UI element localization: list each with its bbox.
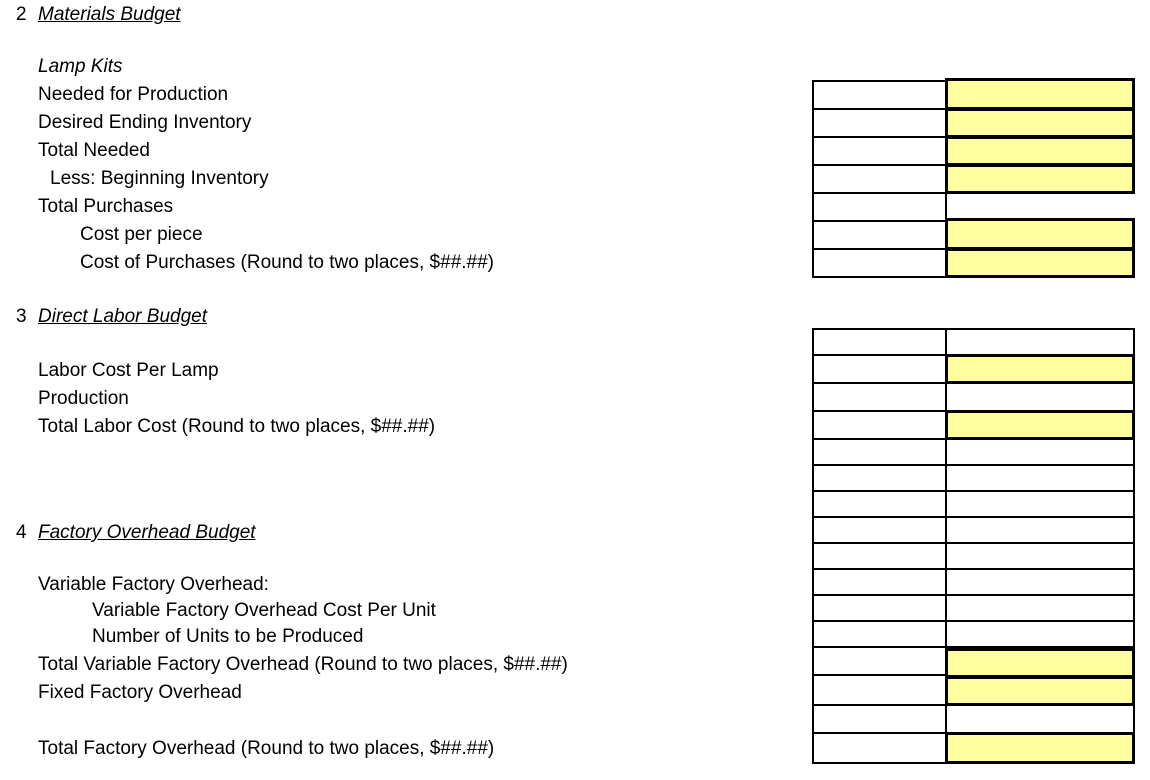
row-label: Labor Cost Per Lamp bbox=[38, 360, 219, 381]
needed-for-production-input[interactable] bbox=[945, 78, 1135, 110]
grid-cell bbox=[812, 410, 947, 440]
grid-cell bbox=[812, 464, 947, 492]
row-label: Desired Ending Inventory bbox=[38, 112, 252, 133]
grid-cell bbox=[812, 192, 947, 222]
subheading: Variable Factory Overhead: bbox=[38, 574, 269, 595]
beginning-inventory-input[interactable] bbox=[945, 164, 1135, 194]
row-label: Total Factory Overhead (Round to two places, $##.##) bbox=[38, 738, 495, 759]
row-label: Production bbox=[38, 388, 129, 409]
row-label: Total Purchases bbox=[38, 196, 174, 217]
row-label: Fixed Factory Overhead bbox=[38, 682, 242, 703]
grid-cell bbox=[945, 594, 1135, 622]
grid-cell bbox=[812, 490, 947, 518]
section-title: Materials Budget bbox=[38, 4, 181, 25]
grid-cell bbox=[812, 438, 947, 466]
grid-cell bbox=[812, 328, 947, 356]
subheading: Lamp Kits bbox=[38, 56, 123, 77]
grid-cell bbox=[812, 354, 947, 384]
section-title: Direct Labor Budget bbox=[38, 306, 207, 327]
grid-cell bbox=[812, 568, 947, 596]
grid-cell bbox=[945, 568, 1135, 596]
grid-cell bbox=[945, 328, 1135, 356]
grid-cell bbox=[812, 382, 947, 412]
grid-cell bbox=[812, 516, 947, 544]
cost-of-purchases-input[interactable] bbox=[945, 248, 1135, 278]
row-label: Needed for Production bbox=[38, 84, 229, 105]
grid-cell bbox=[945, 516, 1135, 544]
grid-cell bbox=[812, 164, 947, 194]
section-number: 3 bbox=[16, 306, 27, 327]
grid-cell bbox=[945, 438, 1135, 466]
row-label: Total Variable Factory Overhead (Round to two places, $##.##) bbox=[38, 654, 568, 675]
total-needed-input[interactable] bbox=[945, 136, 1135, 166]
row-label: Cost of Purchases (Round to two places, $##.##) bbox=[80, 252, 495, 273]
grid-cell bbox=[945, 464, 1135, 492]
grid-cell bbox=[812, 594, 947, 622]
grid-cell bbox=[812, 542, 947, 570]
desired-ending-inventory-input[interactable] bbox=[945, 108, 1135, 138]
grid-cell bbox=[812, 620, 947, 648]
fixed-overhead-input[interactable] bbox=[945, 676, 1135, 706]
row-label: Cost per piece bbox=[80, 224, 203, 245]
grid-cell bbox=[945, 490, 1135, 518]
total-labor-cost-input[interactable] bbox=[945, 410, 1135, 440]
row-label: Less: Beginning Inventory bbox=[50, 168, 269, 189]
grid-cell bbox=[812, 136, 947, 166]
grid-cell bbox=[945, 704, 1135, 734]
row-label: Number of Units to be Produced bbox=[92, 626, 364, 647]
grid-cell bbox=[812, 248, 947, 278]
grid-cell bbox=[812, 80, 947, 110]
grid-cell bbox=[812, 108, 947, 138]
labor-cost-per-lamp-input[interactable] bbox=[945, 354, 1135, 384]
section-title: Factory Overhead Budget bbox=[38, 522, 256, 543]
row-label: Variable Factory Overhead Cost Per Unit bbox=[92, 600, 436, 621]
grid-cell bbox=[812, 646, 947, 676]
row-label: Total Needed bbox=[38, 140, 150, 161]
grid-cell bbox=[812, 704, 947, 734]
grid-cell bbox=[812, 220, 947, 250]
grid-cell bbox=[812, 674, 947, 706]
cost-per-piece-input[interactable] bbox=[945, 218, 1135, 250]
grid-cell bbox=[812, 732, 947, 764]
grid-cell bbox=[945, 382, 1135, 412]
section-number: 2 bbox=[16, 4, 27, 25]
section-number: 4 bbox=[16, 522, 27, 543]
row-label: Total Labor Cost (Round to two places, $##.##) bbox=[38, 416, 436, 437]
grid-cell bbox=[945, 542, 1135, 570]
total-overhead-input[interactable] bbox=[945, 732, 1135, 764]
grid-cell bbox=[945, 620, 1135, 648]
total-variable-overhead-input[interactable] bbox=[945, 648, 1135, 678]
